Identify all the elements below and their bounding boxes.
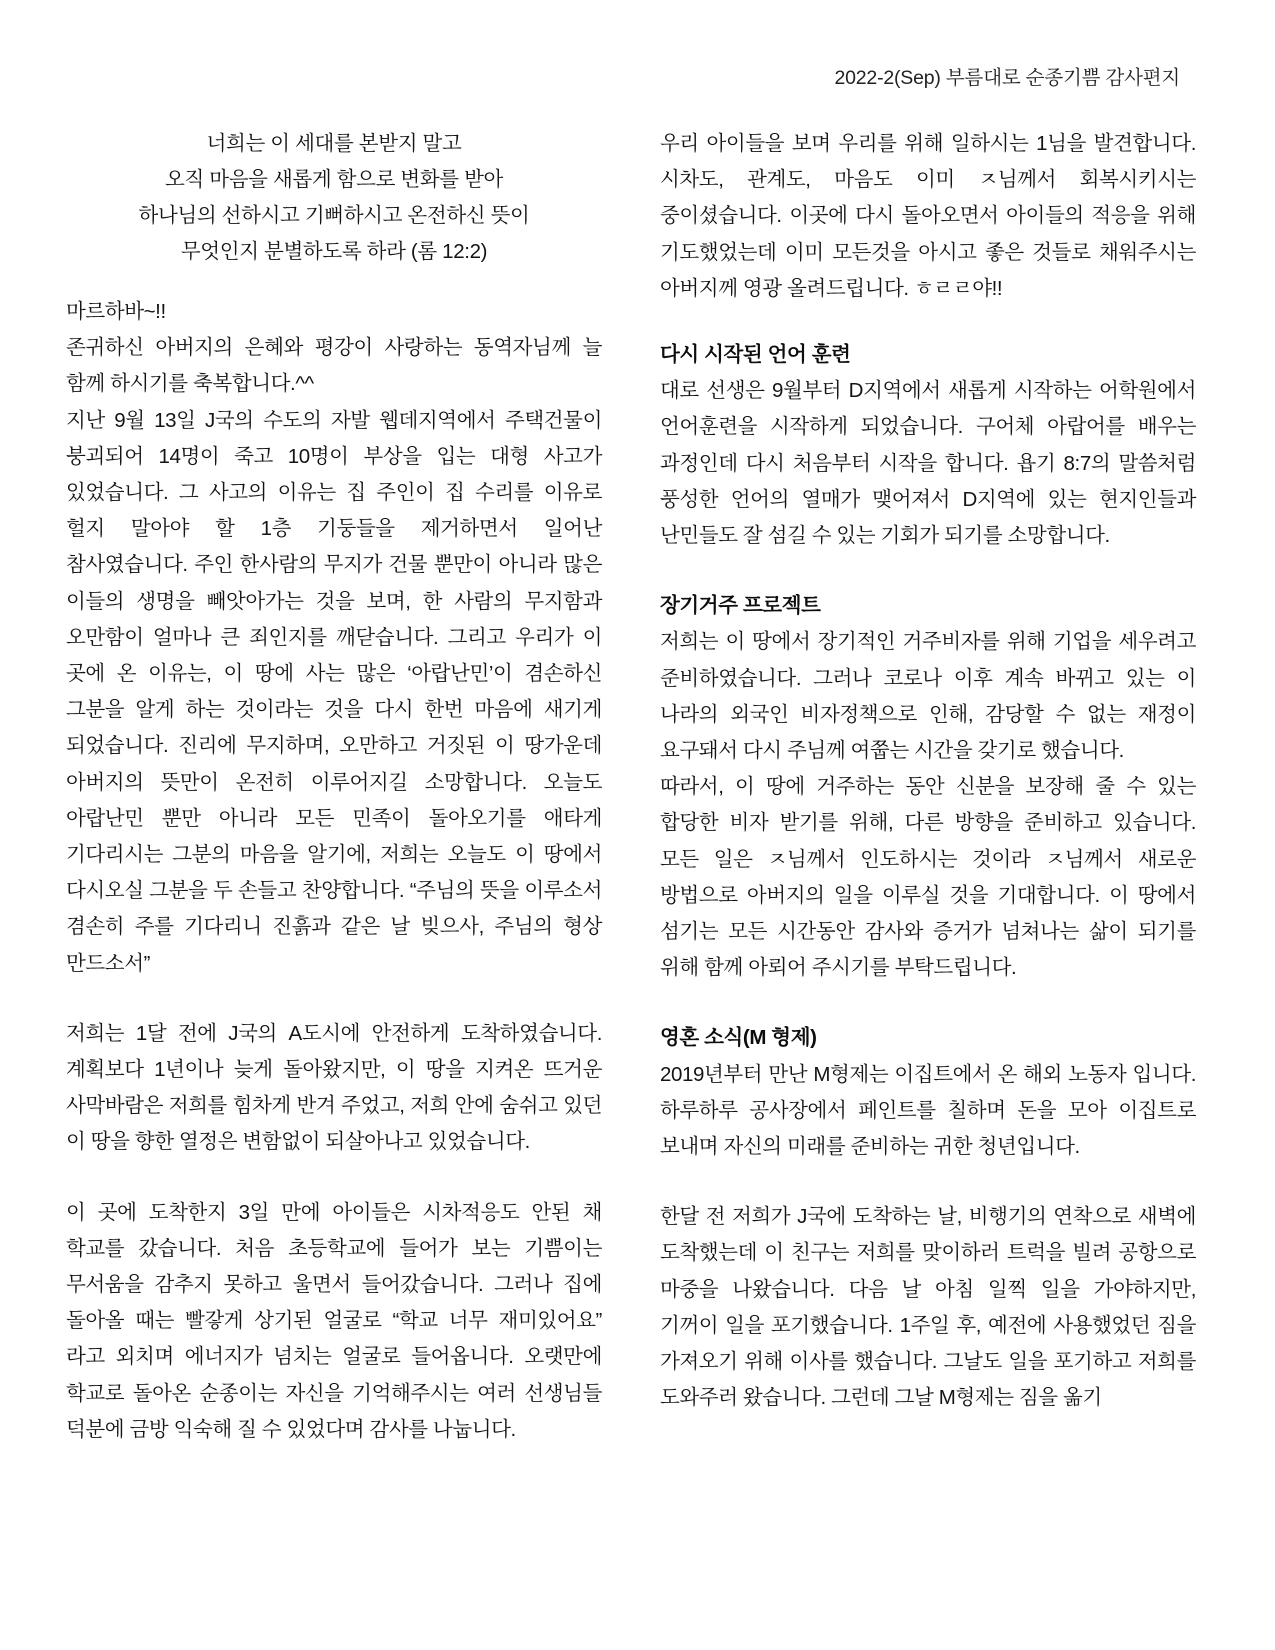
section-heading-soul-news: 영혼 소식(M 형제)	[660, 1026, 817, 1050]
residence-visa-paragraph-2: 따라서, 이 땅에 거주하는 동안 신분을 보장해 줄 수 있는 합당한 비자 받기를 위해, 다른 방향을 준비하고 있습니다. 모든 일은 ㅈ님께서 인도하시는 것이라 ㅈ님께서 새로운 방법으로 아버지의 일을 이루실 것을 기대합니다. 이 땅에서 섬기는 모든 시간동안 감사와 증거가 넘쳐나는 삶이 되기를 위해 함께 아뢰어 주시기를 부탁드립니다.	[660, 775, 1196, 980]
verse-line-2: 오직 마음을 새롭게 함으로 변화를 받아	[165, 168, 503, 191]
language-training-paragraph: 대로 선생은 9월부터 D지역에서 새롭게 시작하는 어학원에서 언어훈련을 시작하게 되었습니다. 구어체 아랍어를 배우는 과정인데 다시 처음부터 시작을 합니다. 욥기 8:7의 말씀처럼 풍성한 언어의 열매가 맺어져서 D지역에 있는 현지인들과 난민들도 잘 섬길 수 있는 기회가 되기를 소망합니다.	[660, 379, 1196, 548]
verse-line-3: 하나님의 선하시고 기뻐하시고 온전하신 뜻이	[138, 204, 530, 227]
two-column-layout	[66, 126, 1209, 1448]
school-paragraph: 이 곳에 도착한지 3일 만에 아이들은 시차적응도 안된 채 학교를 갔습니다. 처음 초등학교에 들어가 보는 기쁨이는 무서움을 감추지 못하고 울면서 들어갔습니다. 그러나 집에 돌아올 때는 빨갛게 상기된 얼굴로 “학교 너무 재미있어요” 라고 외치며 에너지가 넘치는 얼굴로 들어옵니다. 오랫만에 학교로 돌아온 순종이는 자신을 기억해주시는 여러 선생님들 덕분에 금방 익숙해 질 수 있었다며 감사를 나눕니다.	[66, 1200, 602, 1441]
arrival-paragraph: 저희는 1달 전에 J국의 A도시에 안전하게 도착하였습니다. 계획보다 1년이나 늦게 돌아왔지만, 이 땅을 지켜온 뜨거운 사막바람은 저희를 힘차게 반겨 주었고, 저희 안에 숨쉬고 있던 이 땅을 향한 열정은 변함없이 되살아나고 있었습니다.	[66, 1021, 602, 1154]
verse-line-1: 너희는 이 세대를 본받지 말고	[206, 132, 462, 155]
scripture-verse-block	[66, 126, 602, 270]
right-column	[660, 126, 1196, 1448]
soul-news-paragraph-2: 한달 전 저희가 J국에 도착하는 날, 비행기의 연착으로 새벽에 도착했는데 이 친구는 저희를 맞이하러 트럭을 빌려 공항으로 마중을 나왔습니다. 다음 날 아침 일찍 일을 가야하지만, 기꺼이 일을 포기했습니다. 1주일 후, 예전에 사용했었던 짐을 가져오기 위해 이사를 했습니다. 그날도 일을 포기하고 저희를 도와주러 왔습니다. 그런데 그날 M형제는 짐을 옮기	[660, 1205, 1196, 1410]
residence-visa-paragraph-1: 저희는 이 땅에서 장기적인 거주비자를 위해 기업을 세우려고 준비하였습니다. 그러나 코로나 이후 계속 바뀌고 있는 이 나라의 외국인 비자정책으로 인해, 감당할 수 없는 재정이 요구돼서 다시 주님께 여쭙는 시간을 갖기로 했습니다.	[660, 630, 1196, 763]
section-heading-language-training: 다시 시작된 언어 훈련	[660, 343, 851, 367]
soul-news-paragraph-1: 2019년부터 만난 M형제는 이집트에서 온 해외 노동자 입니다. 하루하루 공사장에서 페인트를 칠하며 돈을 모아 이집트로 보내며 자신의 미래를 준비하는 귀한 청년입니다.	[660, 1062, 1196, 1159]
accident-report-paragraph: 지난 9월 13일 J국의 수도의 자발 웹데지역에서 주택건물이 붕괴되어 14명이 죽고 10명이 부상을 입는 대형 사고가 있었습니다. 그 사고의 이유는 집 주인이 집 수리를 이유로 헐지 말아야 할 1층 기둥들을 제거하면서 일어난 참사였습니다. 주인 한사람의 무지가 건물 뿐만이 아니라 많은 이들의 생명을 빼앗아가는 것을 보며, 한 사람의 무지함과 오만함이 얼마나 큰 죄인지를 깨닫습니다. 그리고 우리가 이 곳에 온 이유는, 이 땅에 사는 많은 ‘아랍난민’이 겸손하신 그분을 알게 하는 것이라는 것을 다시 한번 마음에 새기게 되었습니다. 진리에 무지하며, 오만하고 거짓된 이 땅가운데 아버지의 뜻만이 온전히 이루어지길 소망합니다. 오늘도 아랍난민 뿐만 아니라 모든 민족이 돌아오기를 애타게 기다리시는 그분의 마음을 알기에, 저희는 오늘도 이 땅에서 다시오실 그분을 두 손들고 찬양합니다. “주님의 뜻을 이루소서 겸손히 주를 기다리니 진흙과 같은 날 빚으사, 주님의 형상 만드소서”	[66, 408, 602, 975]
verse-line-4: 무엇인지 분별하도록 하라 (롬 12:2)	[180, 240, 488, 263]
children-adaptation-paragraph: 우리 아이들을 보며 우리를 위해 일하시는 1님을 발견합니다. 시차도, 관계도, 마음도 이미 ㅈ님께서 회복시키시는 중이셨습니다. 이곳에 다시 돌아오면서 아이들의 적응을 위해 기도했었는데 이미 모든것을 아시고 좋은 것들로 채워주시는 아버지께 영광 올려드립니다. ㅎㄹㄹ야!!	[660, 132, 1196, 300]
section-heading-longterm-residence: 장기거주 프로젝트	[660, 594, 821, 618]
greeting-line: 마르하바~!!	[66, 300, 166, 323]
blessing-paragraph: 존귀하신 아버지의 은혜와 평강이 사랑하는 동역자님께 늘 함께 하시기를 축복합니다.^^	[66, 336, 602, 396]
left-column	[66, 126, 602, 1448]
document-header-title: 2022-2(Sep) 부름대로 순종기쁨 감사편지	[834, 67, 1180, 89]
